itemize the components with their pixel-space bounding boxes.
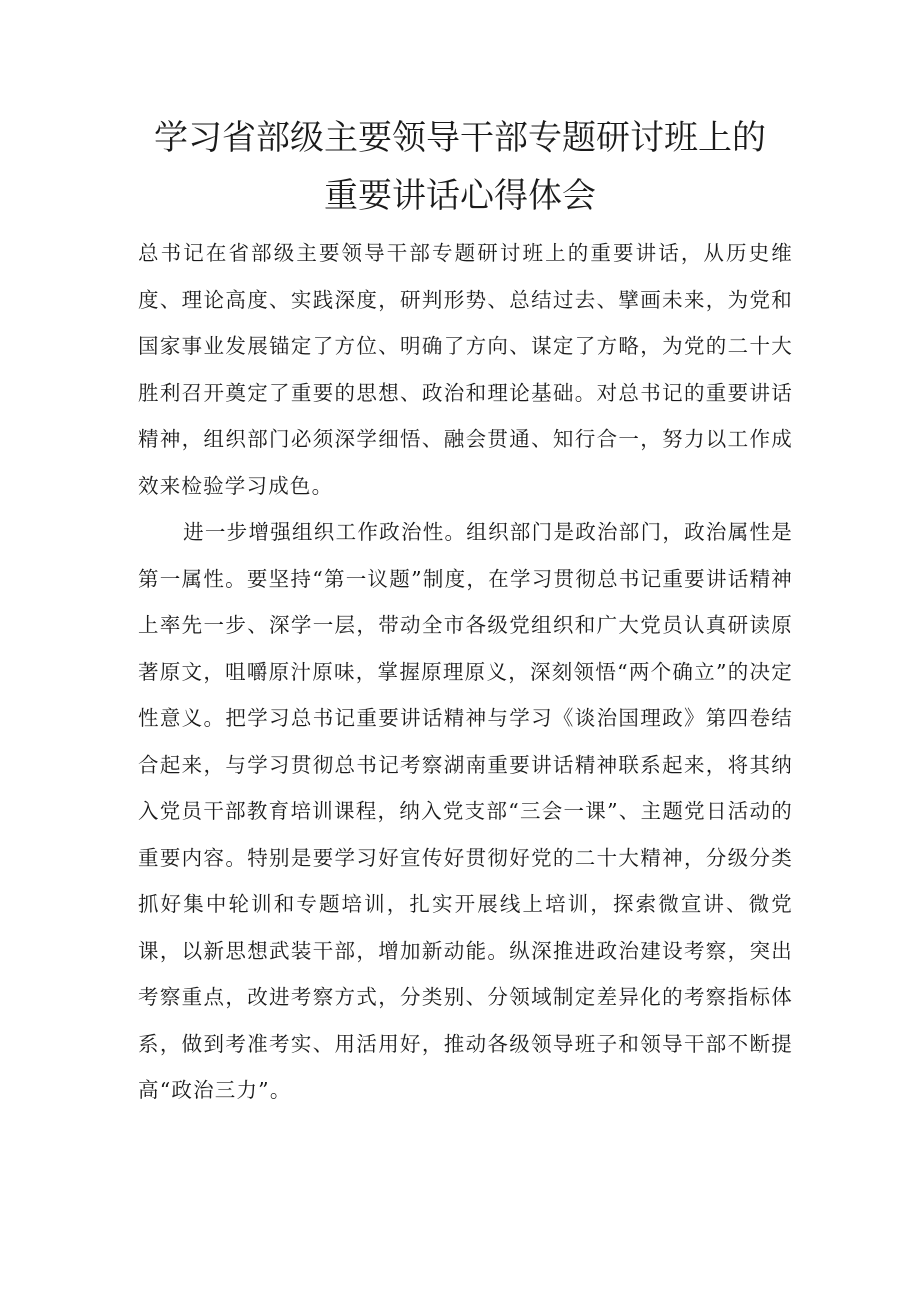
document-title-line-2: 重要讲话心得体会: [324, 176, 596, 216]
document-body: [138, 230, 793, 1114]
paragraph-intro: 总书记在省部级主要领导干部专题研讨班上的重要讲话，从历史维度、理论高度、实践深度，研判形势、总结过去、擘画未来，为党和国家事业发展锚定了方位、明确了方向、谋定了方略，为党的二十大胜利召开奠定了重要的思想、政治和理论基础。对总书记的重要讲话精神，组织部门必须深学细悟、融会贯通、知行合一，努力以工作成效来检验学习成色。: [138, 241, 793, 498]
document-title-line-1: 学习省部级主要领导干部专题研讨班上的: [154, 118, 766, 158]
paragraph-political: 进一步增强组织工作政治性。组织部门是政治部门，政治属性是第一属性。要坚持“第一议题”制度，在学习贯彻总书记重要讲话精神上率先一步、深学一层，带动全市各级党组织和广大党员认真研读原著原文，咀嚼原汁原味，掌握原理原义，深刻领悟“两个确立”的决定性意义。把学习总书记重要讲话精神与学习《谈治国理政》第四卷结合起来，与学习贯彻总书记考察湖南重要讲话精神联系起来，将其纳入党员干部教育培训课程，纳入党支部“三会一课”、主题党日活动的重要内容。特别是要学习好宣传好贯彻好党的二十大精神，分级分类抓好集中轮训和专题培训，扎实开展线上培训，探索微宣讲、微党课，以新思想武装干部，增加新动能。纵深推进政治建设考察，突出考察重点，改进考察方式，分类别、分领域制定差异化的考察指标体系，做到考准考实、用活用好，推动各级领导班子和领导干部不断提高“政治三力”。: [138, 520, 793, 1102]
